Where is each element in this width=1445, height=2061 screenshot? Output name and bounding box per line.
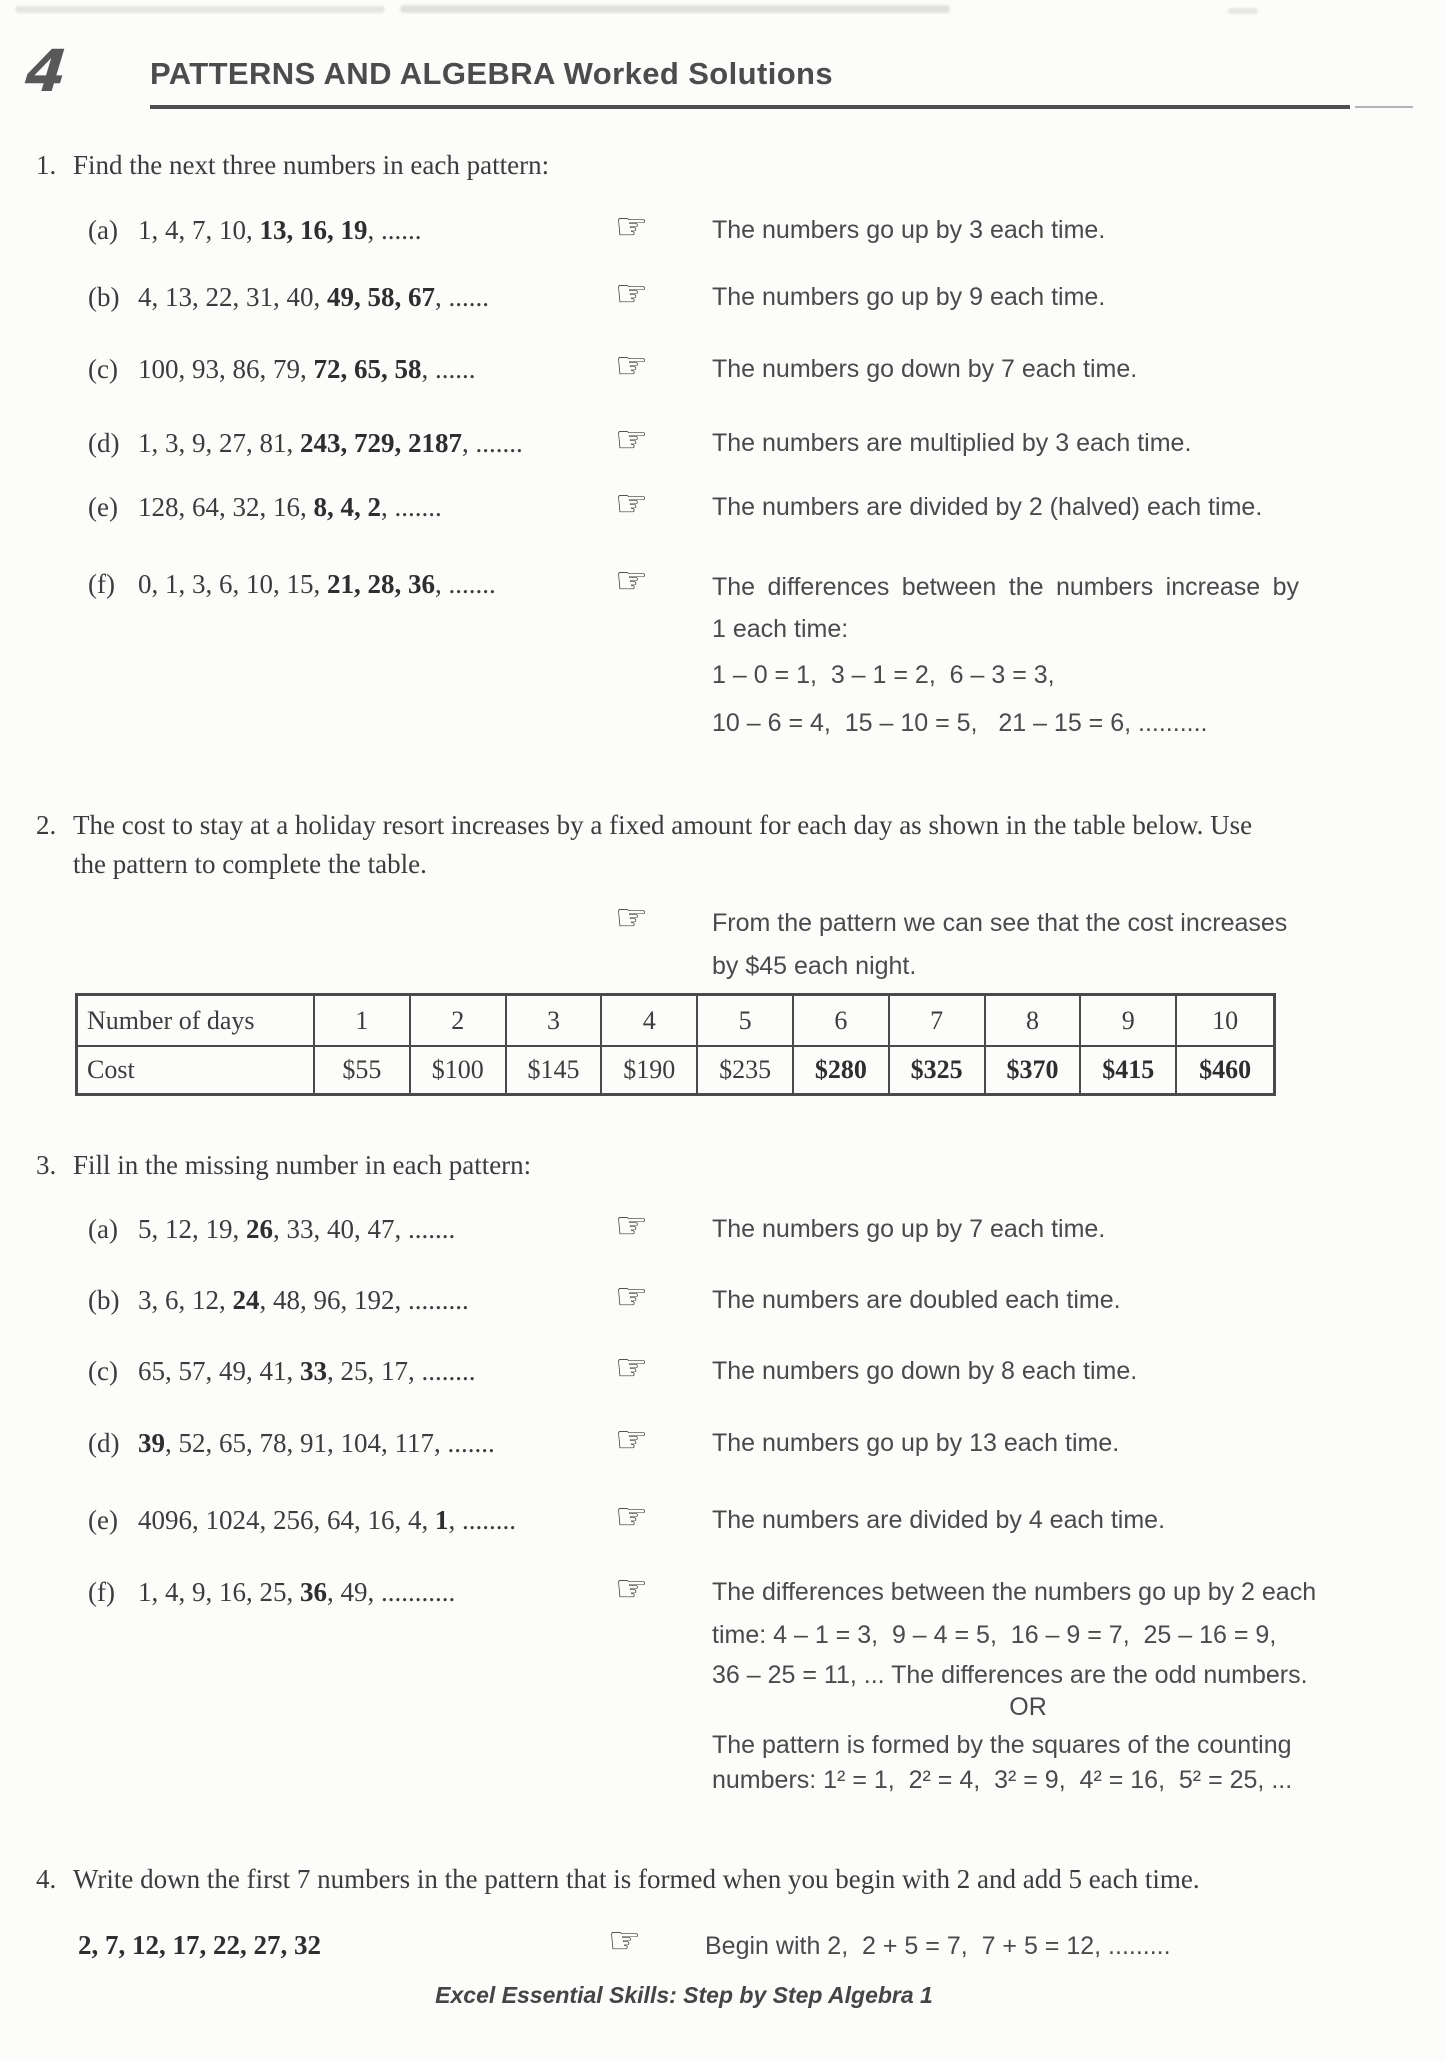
pattern-item-row	[88, 492, 442, 523]
pointing-hand-icon: ☞	[615, 272, 649, 315]
table-cell-day: 2	[411, 996, 507, 1045]
sequence-text	[138, 569, 496, 599]
sequence-text	[138, 282, 489, 312]
question-prompt-text: The cost to stay at a holiday resort increases by a fixed amount for each day as shown in the table below. Use	[73, 810, 1253, 840]
pattern-item-row	[88, 1356, 476, 1387]
pattern-item-row	[88, 282, 489, 313]
sequence-segment: , ......	[367, 215, 422, 245]
question-number: 2.	[36, 810, 57, 840]
sequence-segment: , 49, ...........	[327, 1577, 456, 1607]
sequence-answer: 1	[435, 1505, 449, 1535]
pointing-hand-icon: ☞	[615, 205, 649, 248]
explanation-line: The numbers are multiplied by 3 each time.	[712, 429, 1192, 457]
table-cell-cost: $235	[698, 1045, 794, 1093]
sequence-answer: 39	[138, 1428, 165, 1458]
header-rule-faint	[1355, 106, 1413, 108]
explanation-line: numbers: 1² = 1, 2² = 4, 3² = 9, 4² = 16, 5² = 25, ...	[712, 1766, 1293, 1794]
question-prompt-text: Find the next three numbers in each pattern:	[73, 150, 550, 180]
pointing-hand-icon: ☞	[615, 1346, 649, 1389]
table-header-cell: Cost	[78, 1045, 315, 1093]
item-label: (a)	[88, 215, 118, 245]
item-label: (f)	[88, 569, 115, 599]
question-prompt-text: Fill in the missing number in each pattern:	[73, 1150, 532, 1180]
question-2-prompt-line2	[73, 849, 427, 880]
sequence-text	[138, 1428, 495, 1458]
explanation-line: The numbers go up by 13 each time.	[712, 1429, 1120, 1457]
scan-smudge	[15, 6, 385, 13]
explanation-line: The numbers go up by 7 each time.	[712, 1215, 1106, 1243]
sequence-segment: 1, 4, 7, 10,	[138, 215, 260, 245]
sequence-answer: 243, 729, 2187	[300, 428, 462, 458]
pattern-item-row	[88, 1428, 495, 1459]
item-label: (e)	[88, 1505, 118, 1535]
scan-smudge	[1228, 8, 1258, 14]
table-cell-day: 6	[794, 996, 890, 1045]
question-prompt-text: the pattern to complete the table.	[73, 849, 427, 879]
sequence-segment: 4, 13, 22, 31, 40,	[138, 282, 327, 312]
sequence-segment: , 52, 65, 78, 91, 104, 117, .......	[165, 1428, 495, 1458]
pointing-hand-icon: ☞	[615, 1567, 649, 1610]
explanation-line: time: 4 – 1 = 3, 9 – 4 = 5, 16 – 9 = 7, 25 – 16 = 9,	[712, 1621, 1277, 1649]
table-cell-cost-answer: $460	[1177, 1045, 1273, 1093]
sequence-segment: , .......	[435, 569, 496, 599]
answer-text: 2, 7, 12, 17, 22, 27, 32	[78, 1930, 321, 1960]
sequence-segment: , ......	[435, 282, 489, 312]
pointing-hand-icon: ☞	[615, 482, 649, 525]
sequence-text	[138, 428, 523, 458]
explanation-line: 36 – 25 = 11, ... The differences are the odd numbers.	[712, 1661, 1308, 1689]
sequence-segment: , 25, 17, ........	[327, 1356, 476, 1386]
sequence-segment: 4096, 1024, 256, 64, 16, 4,	[138, 1505, 435, 1535]
sequence-answer: 8, 4, 2	[313, 492, 381, 522]
table-cell-cost: $190	[602, 1045, 698, 1093]
explanation-line: The numbers are divided by 4 each time.	[712, 1506, 1166, 1534]
sequence-answer: 72, 65, 58	[313, 354, 422, 384]
table-cell-cost: $55	[315, 1045, 411, 1093]
item-label: (a)	[88, 1214, 118, 1244]
item-label: (b)	[88, 282, 120, 312]
explanation-line: OR	[1009, 1693, 1047, 1721]
sequence-answer: 36	[300, 1577, 327, 1607]
table-cell-cost-answer: $325	[890, 1045, 986, 1093]
scan-smudge	[400, 5, 950, 13]
explanation-line: The numbers are doubled each time.	[712, 1286, 1121, 1314]
explanation-line: The numbers go up by 3 each time.	[712, 216, 1106, 244]
explanation-line: The numbers go down by 7 each time.	[712, 355, 1138, 383]
pointing-hand-icon: ☞	[615, 344, 649, 387]
explanation-line: 10 – 6 = 4, 15 – 10 = 5, 21 – 15 = 6, ..........	[712, 709, 1208, 737]
sequence-text	[138, 1356, 476, 1386]
explanation-line: 1 each time:	[712, 615, 849, 643]
question-number: 3.	[36, 1150, 57, 1180]
table-cell-day: 3	[507, 996, 603, 1045]
sequence-text	[138, 492, 442, 522]
pointing-hand-icon: ☞	[615, 1495, 649, 1538]
pointing-hand-icon: ☞	[615, 1275, 649, 1318]
explanation-line: The numbers go down by 8 each time.	[712, 1357, 1138, 1385]
question-prompt-text: Write down the first 7 numbers in the pattern that is formed when you begin with 2 and add 5 each time.	[73, 1864, 1200, 1894]
pattern-item-row	[88, 428, 523, 459]
item-label: (e)	[88, 492, 118, 522]
sequence-segment: 65, 57, 49, 41,	[138, 1356, 300, 1386]
table-cell-cost: $100	[411, 1045, 507, 1093]
pattern-item-row	[88, 1505, 516, 1536]
table-cell-day: 10	[1212, 1005, 1239, 1035]
pointing-hand-icon: ☞	[615, 418, 649, 461]
explanation-line: The differences between the numbers increase by	[712, 573, 1300, 601]
pointing-hand-icon: ☞	[615, 896, 649, 939]
table-cell-cost-answer: $280	[794, 1045, 890, 1093]
table-cell-cost: $145	[507, 1045, 603, 1093]
sequence-segment: , 33, 40, 47, .......	[273, 1214, 456, 1244]
question-number: 4.	[36, 1864, 57, 1894]
pointing-hand-icon: ☞	[615, 1418, 649, 1461]
sequence-segment: , .......	[381, 492, 442, 522]
cost-table	[75, 993, 1276, 1096]
pattern-item-row	[88, 569, 496, 600]
page-title: PATTERNS AND ALGEBRA Worked Solutions	[150, 56, 834, 91]
explanation-line: The differences between the numbers go up by 2 each	[712, 1578, 1317, 1606]
item-label: (c)	[88, 354, 118, 384]
item-label: (d)	[88, 1428, 120, 1458]
sequence-segment: 128, 64, 32, 16,	[138, 492, 314, 522]
table-cell-day: 5	[698, 996, 794, 1045]
pointing-hand-icon: ☞	[615, 559, 649, 602]
sequence-text	[138, 1505, 516, 1535]
sequence-segment: 0, 1, 3, 6, 10, 15,	[138, 569, 327, 599]
sequence-segment: , .......	[462, 428, 523, 458]
chapter-number: 4	[22, 37, 70, 105]
question-number: 1.	[36, 150, 57, 180]
explanation-line: The pattern is formed by the squares of the counting	[712, 1731, 1292, 1759]
pattern-item-row	[88, 354, 476, 385]
explanation-line: The numbers are divided by 2 (halved) each time.	[712, 493, 1263, 521]
item-label: (b)	[88, 1285, 120, 1315]
sequence-text	[138, 1285, 469, 1315]
explanation-line: From the pattern we can see that the cost increases	[712, 909, 1288, 937]
sequence-text	[138, 215, 422, 245]
sequence-text	[138, 1214, 455, 1244]
sequence-segment: 100, 93, 86, 79,	[138, 354, 314, 384]
question-3-prompt	[36, 1150, 531, 1181]
sequence-text	[138, 1577, 455, 1607]
sequence-answer: 26	[246, 1214, 273, 1244]
sequence-answer: 24	[232, 1285, 260, 1315]
sequence-segment: 1, 3, 9, 27, 81,	[138, 428, 300, 458]
sequence-answer: 33	[300, 1356, 327, 1386]
table-cell-day: 8	[986, 996, 1082, 1045]
pattern-item-row	[88, 215, 422, 246]
pointing-hand-icon: ☞	[615, 1204, 649, 1247]
item-label: (c)	[88, 1356, 118, 1386]
sequence-segment: , 48, 96, 192, .........	[259, 1285, 469, 1315]
question-4-prompt	[36, 1864, 1200, 1895]
table-cell-cost-answer: $415	[1081, 1045, 1177, 1093]
question-1-prompt	[36, 150, 549, 181]
table-cell-day: 1	[315, 996, 411, 1045]
question-2-prompt-line1	[36, 810, 1252, 841]
explanation-line: Begin with 2, 2 + 5 = 7, 7 + 5 = 12, .........	[705, 1932, 1171, 1960]
item-label: (d)	[88, 428, 120, 458]
sequence-answer: 13, 16, 19	[259, 215, 368, 245]
item-label: (f)	[88, 1577, 115, 1607]
table-cell-day: 7	[890, 996, 986, 1045]
sequence-segment: , ........	[448, 1505, 516, 1535]
pointing-hand-icon: ☞	[608, 1919, 642, 1962]
sequence-answer: 49, 58, 67	[327, 282, 435, 312]
table-header-cell: Number of days	[78, 996, 315, 1045]
explanation-line: by $45 each night.	[712, 952, 917, 980]
sequence-segment: 5, 12, 19,	[138, 1214, 246, 1244]
sequence-text	[138, 354, 476, 384]
header-rule	[150, 105, 1350, 109]
explanation-line: The numbers go up by 9 each time.	[712, 283, 1106, 311]
sequence-answer: 21, 28, 36	[327, 569, 435, 599]
table-cell-day: 4	[602, 996, 698, 1045]
pattern-item-row	[88, 1285, 469, 1316]
sequence-segment: , ......	[421, 354, 476, 384]
table-cell-cost-answer: $370	[986, 1045, 1082, 1093]
sequence-segment: 1, 4, 9, 16, 25,	[138, 1577, 300, 1607]
footer-text: Excel Essential Skills: Step by Step Algebra 1	[435, 1982, 933, 2008]
sequence-segment: 3, 6, 12,	[138, 1285, 233, 1315]
pattern-item-row	[88, 1577, 455, 1608]
pattern-item-row	[88, 1214, 455, 1245]
explanation-line: 1 – 0 = 1, 3 – 1 = 2, 6 – 3 = 3,	[712, 661, 1055, 689]
table-cell-day: 9	[1081, 996, 1177, 1045]
